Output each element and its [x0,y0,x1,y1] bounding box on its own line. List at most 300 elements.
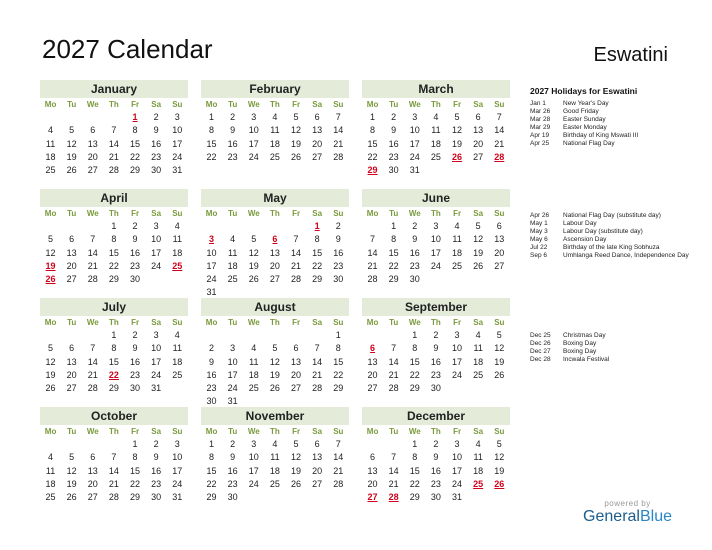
day-cell: 26 [291,151,302,162]
day-cell: 29 [333,383,344,394]
empty-day-cell [243,220,264,233]
week-row [40,124,188,137]
empty-day-cell [468,382,489,395]
weekday-label: Su [333,318,344,327]
empty-day-cell [61,329,82,342]
day-cell: 16 [151,465,162,476]
day-cell: 27 [367,492,378,503]
weekday-row [362,425,510,438]
day-cell: 24 [172,478,183,489]
weekday-label: Mo [44,100,57,109]
day-cell: 13 [66,247,77,258]
week-row [362,220,510,233]
day-cell: 3 [174,439,180,449]
day-cell: 24 [430,260,441,271]
day-cell: 24 [248,478,259,489]
month-header: October [40,407,188,425]
day-cell: 23 [333,260,344,271]
day-cell: 18 [248,369,259,380]
day-cell: 15 [108,247,119,258]
empty-day-cell [362,438,383,451]
week-row [40,478,188,491]
day-cell: 28 [333,478,344,489]
empty-day-cell [264,491,285,504]
day-cell: 5 [48,234,54,245]
day-cell: 22 [409,478,420,489]
day-cell: 5 [293,439,299,449]
month-may [201,189,349,300]
day-cell: 22 [108,260,119,271]
weekday-label: Fr [131,209,140,218]
holiday-name: Boxing Day [563,340,597,347]
day-cell: 18 [269,138,280,149]
day-cell: 20 [473,138,484,149]
day-cell: 11 [45,138,56,149]
day-cell: 26 [248,274,259,285]
day-cell: 14 [388,356,399,367]
day-cell: 7 [335,439,341,449]
day-cell: 2 [230,112,236,122]
day-cell: 11 [473,452,483,463]
day-cell: 17 [409,138,420,149]
week-row [362,342,510,355]
day-cell: 3 [412,112,418,122]
day-cell: 23 [227,151,238,162]
weekday-label: Sa [473,318,484,327]
day-cell: 11 [45,465,56,476]
holiday-group [530,212,700,260]
day-cell: 11 [172,234,182,245]
week-row [362,465,510,478]
empty-day-cell [264,329,285,342]
week-row [362,356,510,369]
empty-day-cell [489,164,510,177]
day-cell: 18 [269,465,280,476]
weekday-label: Mo [44,209,57,218]
day-cell: 22 [333,369,344,380]
holiday-date: Mar 28 [530,116,551,123]
day-cell: 30 [333,274,344,285]
day-cell: 3 [454,330,460,340]
day-cell: 4 [454,221,460,231]
day-cell: 1 [412,439,418,449]
day-cell: 1 [370,112,376,122]
week-row [40,451,188,464]
day-cell: 21 [367,260,378,271]
day-cell: 2 [153,112,159,122]
weekday-label: Fr [131,427,140,436]
month-header: February [201,80,349,98]
day-cell: 23 [409,260,420,271]
weekday-label: Mo [44,318,57,327]
day-cell: 8 [391,234,397,245]
weekday-label: We [247,318,260,327]
day-cell: 20 [312,465,323,476]
day-cell: 20 [367,478,378,489]
day-cell: 7 [370,234,376,245]
month-march [362,80,510,177]
week-row [201,151,349,164]
day-cell: 22 [130,478,141,489]
day-cell: 27 [87,165,98,176]
day-cell: 27 [367,383,378,394]
month-header: July [40,298,188,316]
day-cell: 3 [454,439,460,449]
weekday-label: Mo [205,100,218,109]
day-cell: 19 [66,478,77,489]
empty-day-cell [201,220,222,233]
day-cell: 19 [494,356,505,367]
week-row [201,465,349,478]
month-header: March [362,80,510,98]
day-cell: 15 [206,138,217,149]
weekday-label: Tu [228,427,238,436]
day-cell: 2 [153,439,159,449]
day-cell: 3 [251,112,257,122]
week-row [40,260,188,273]
weekday-label: Th [270,427,280,436]
day-cell: 15 [130,138,141,149]
day-cell: 15 [409,356,420,367]
day-cell: 2 [433,439,439,449]
holiday-name: Umhlanga Reed Dance, Independence Day [563,252,689,259]
weekday-label: Tu [389,427,399,436]
week-row [40,151,188,164]
empty-day-cell [383,329,404,342]
week-row [362,369,510,382]
day-cell: 7 [111,125,117,136]
holiday-list-title: 2027 Holidays for Eswatini [530,86,638,96]
holiday-name: Easter Monday [563,124,607,131]
day-cell: 22 [312,260,323,271]
week-row [201,451,349,464]
day-cell: 26 [269,383,280,394]
day-cell: 1 [111,330,117,340]
day-cell: 6 [314,112,320,122]
day-cell: 3 [230,343,236,354]
week-row [201,369,349,382]
day-cell: 31 [452,492,463,503]
holiday-item [530,100,700,108]
day-cell: 16 [227,138,238,149]
day-cell: 13 [291,356,302,367]
day-cell: 3 [251,439,257,449]
day-cell: 24 [452,478,463,489]
month-august [201,298,349,409]
day-cell: 29 [312,274,323,285]
day-cell: 4 [433,112,439,122]
week-row [201,491,349,504]
day-cell: 22 [388,260,399,271]
day-cell: 12 [473,234,484,245]
holiday-date: Apr 26 [530,212,550,219]
day-cell: 6 [314,439,320,449]
empty-day-cell [286,491,307,504]
week-row [362,451,510,464]
week-row [201,233,349,246]
day-cell: 26 [473,260,484,271]
week-row [40,329,188,342]
week-row [362,233,510,246]
day-cell: 19 [494,465,505,476]
month-november [201,407,349,504]
holiday-name: Easter Sunday [563,116,606,123]
day-cell: 6 [293,343,299,354]
holiday-name: Christmas Day [563,332,606,339]
weekday-row [362,207,510,220]
week-row [201,478,349,491]
holiday-date: Mar 26 [530,108,551,115]
weekday-label: Mo [44,427,57,436]
week-row [362,260,510,273]
day-cell: 17 [430,247,441,258]
weekday-label: We [86,209,99,218]
day-cell: 18 [473,356,484,367]
day-cell: 10 [452,452,463,463]
day-cell: 23 [151,478,162,489]
day-cell: 14 [87,247,98,258]
empty-day-cell [222,220,243,233]
day-cell: 21 [108,151,119,162]
weekday-row [362,98,510,111]
week-row [362,124,510,137]
week-row [362,491,510,504]
day-cell: 17 [151,356,162,367]
day-cell: 3 [153,330,159,340]
day-cell: 28 [87,274,98,285]
day-cell: 25 [473,369,484,380]
day-cell: 26 [45,274,56,285]
day-cell: 30 [151,165,162,176]
day-cell: 16 [430,465,441,476]
day-cell: 6 [69,234,75,245]
day-cell: 19 [66,151,77,162]
month-december [362,407,510,504]
empty-day-cell [146,273,167,286]
weekday-label: Mo [205,209,218,218]
day-cell: 7 [90,234,96,245]
day-cell: 8 [132,452,138,463]
empty-day-cell [447,164,468,177]
week-row [362,247,510,260]
day-cell: 3 [174,112,180,122]
day-cell: 8 [412,343,418,354]
empty-day-cell [222,329,243,342]
day-cell: 12 [494,343,505,354]
day-cell: 27 [494,260,505,271]
holiday-date: Apr 19 [530,132,550,139]
empty-day-cell [82,438,103,451]
weekday-label: We [86,318,99,327]
day-cell: 31 [172,165,183,176]
day-cell: 10 [248,125,259,136]
weekday-label: Su [494,427,505,436]
day-cell: 12 [452,125,463,136]
day-cell: 17 [452,356,463,367]
day-cell: 1 [209,112,215,122]
brand-name [583,508,672,526]
month-september [362,298,510,395]
day-cell: 28 [333,151,344,162]
day-cell: 4 [48,452,54,463]
weekday-label: Su [494,209,505,218]
day-cell: 5 [272,343,278,354]
day-cell: 22 [367,151,378,162]
weekday-label: Tu [389,318,399,327]
day-cell: 23 [227,478,238,489]
day-cell: 17 [151,247,162,258]
day-cell: 2 [230,439,236,449]
holiday-date: Dec 25 [530,332,551,339]
weekday-label: Tu [228,209,238,218]
weekday-label: Fr [292,100,301,109]
day-cell: 23 [388,151,399,162]
holiday-name: Labour Day [563,220,597,227]
day-cell: 28 [388,383,399,394]
day-cell: 19 [473,247,484,258]
page-title: 2027 Calendar [42,34,213,64]
day-cell: 10 [172,452,183,463]
week-row [40,491,188,504]
day-cell: 10 [227,356,238,367]
week-row [201,438,349,451]
weekday-label: Tu [67,318,77,327]
day-cell: 7 [391,343,397,354]
day-cell: 25 [45,492,56,503]
day-cell: 30 [409,274,420,285]
day-cell: 1 [335,330,341,340]
empty-day-cell [82,220,103,233]
day-cell: 7 [335,112,341,122]
empty-day-cell [61,220,82,233]
day-cell: 12 [291,452,302,463]
day-cell: 19 [452,138,463,149]
day-cell: 2 [433,330,439,340]
day-cell: 12 [66,138,77,149]
day-cell: 11 [270,125,280,136]
holiday-date: Apr 25 [530,140,550,147]
weekday-row [201,316,349,329]
empty-day-cell [243,491,264,504]
month-header: September [362,298,510,316]
day-cell: 13 [367,465,378,476]
weekday-label: Su [333,100,344,109]
day-cell: 9 [153,452,159,463]
empty-day-cell [243,329,264,342]
weekday-label: Sa [151,209,162,218]
day-cell: 10 [172,125,183,136]
empty-day-cell [307,491,328,504]
month-header: November [201,407,349,425]
day-cell: 15 [388,247,399,258]
day-cell: 17 [452,465,463,476]
day-cell: 19 [45,369,56,380]
weekday-row [40,425,188,438]
day-cell: 4 [230,234,236,245]
empty-day-cell [468,491,489,504]
holiday-item [530,212,700,220]
week-row [362,478,510,491]
brand-logo[interactable] [583,499,672,526]
day-cell: 11 [431,125,441,136]
day-cell: 20 [494,247,505,258]
day-cell: 8 [370,125,376,136]
empty-day-cell [264,220,285,233]
day-cell: 5 [496,330,502,340]
day-cell: 31 [172,492,183,503]
weekday-label: Sa [312,100,323,109]
day-cell: 16 [333,247,344,258]
day-cell: 29 [206,492,217,503]
day-cell: 29 [108,383,119,394]
weekday-label: Su [494,100,505,109]
day-cell: 14 [333,125,344,136]
weekday-label: We [247,209,260,218]
day-cell: 9 [230,452,236,463]
month-july [40,298,188,395]
weekday-label: Tu [389,209,399,218]
day-cell: 14 [108,138,119,149]
month-header: December [362,407,510,425]
weekday-label: Fr [131,100,140,109]
day-cell: 8 [132,125,138,136]
holiday-item [530,228,700,236]
day-cell: 14 [108,465,119,476]
month-april [40,189,188,286]
day-cell: 30 [130,274,141,285]
day-cell: 19 [291,138,302,149]
day-cell: 24 [452,369,463,380]
day-cell: 23 [430,369,441,380]
weekday-label: We [247,427,260,436]
weekday-label: Mo [366,100,379,109]
day-cell: 19 [291,465,302,476]
empty-day-cell [61,111,82,124]
day-cell: 6 [69,343,75,354]
empty-day-cell [307,329,328,342]
week-row [40,247,188,260]
day-cell: 14 [494,125,505,136]
holiday-name: National Flag Day [563,140,615,147]
weekday-row [201,98,349,111]
weekday-row [362,316,510,329]
day-cell: 12 [494,452,505,463]
empty-day-cell [489,491,510,504]
day-cell: 4 [174,221,180,231]
weekday-label: We [86,100,99,109]
day-cell: 16 [130,356,141,367]
week-row [362,382,510,395]
weekday-label: Tu [67,209,77,218]
week-row [40,138,188,151]
day-cell: 31 [206,287,217,298]
day-cell: 18 [172,247,183,258]
weekday-label: Sa [151,100,162,109]
holiday-date: May 3 [530,228,548,235]
day-cell: 7 [314,343,320,354]
day-cell: 20 [87,151,98,162]
day-cell: 12 [66,465,77,476]
day-cell: 5 [293,112,299,122]
day-cell: 12 [248,247,259,258]
day-cell: 26 [45,383,56,394]
day-cell: 10 [248,452,259,463]
holiday-item [530,108,700,116]
weekday-label: Sa [151,318,162,327]
day-cell: 30 [151,492,162,503]
week-row [40,164,188,177]
holiday-date: Mar 29 [530,124,551,131]
